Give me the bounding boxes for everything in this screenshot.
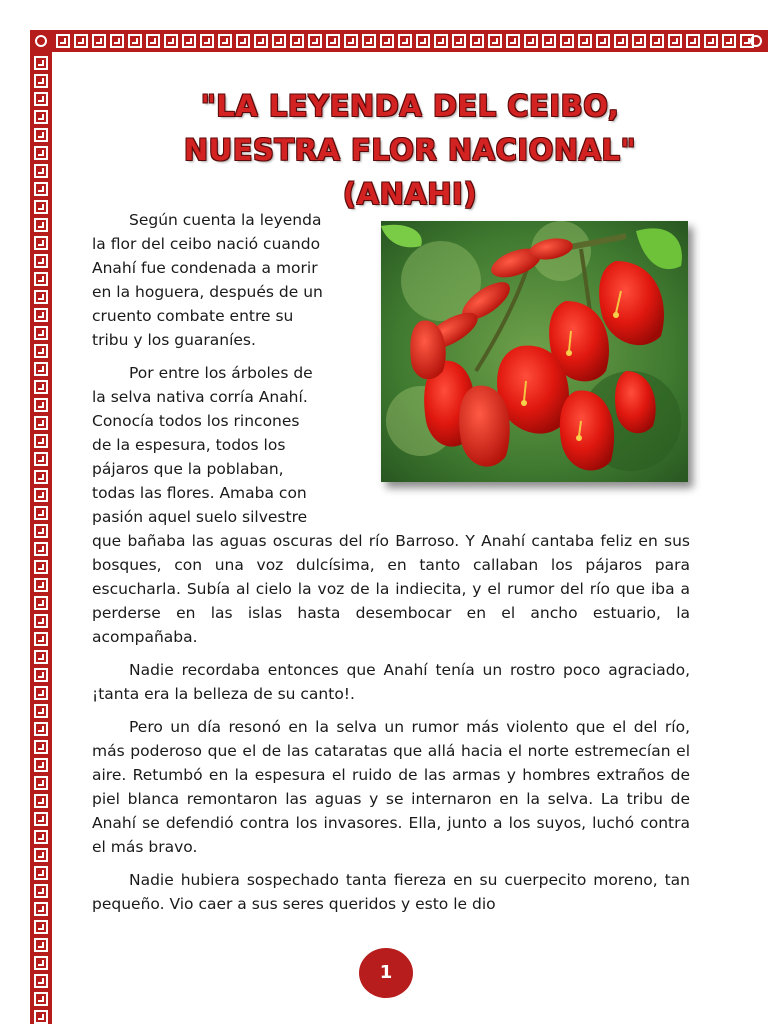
paragraph-2-intro: [92, 361, 354, 529]
greek-key-tile: [34, 218, 48, 232]
text-line: de la espesura, todos los: [92, 436, 286, 454]
greek-key-tile: [34, 452, 48, 466]
greek-key-tile: [34, 362, 48, 376]
greek-key-tile: [34, 398, 48, 412]
greek-key-tile: [34, 488, 48, 502]
greek-key-tile: [308, 34, 322, 48]
greek-key-tile: [34, 704, 48, 718]
story-body: [92, 208, 690, 925]
title-line-2: NUESTRA FLOR NACIONAL": [183, 133, 637, 167]
greek-key-tile: [380, 34, 394, 48]
text-line: la flor del ceibo nació cuando: [92, 235, 321, 253]
greek-key-tile: [34, 506, 48, 520]
text-line: Anahí fue condenada a morir: [92, 259, 318, 277]
greek-key-tile: [272, 34, 286, 48]
greek-key-tile: [92, 34, 106, 48]
greek-key-tile: [34, 614, 48, 628]
greek-key-tile: [254, 34, 268, 48]
greek-key-tile: [34, 164, 48, 178]
greek-key-tile: [416, 34, 430, 48]
text-line: todas las flores. Amaba con: [92, 484, 307, 502]
greek-key-tile: [110, 34, 124, 48]
title-line-1: "LA LEYENDA DEL CEIBO,: [200, 89, 620, 123]
greek-key-tile: [452, 34, 466, 48]
greek-key-tile: [146, 34, 160, 48]
greek-key-tile: [34, 128, 48, 142]
greek-key-tile: [578, 34, 592, 48]
greek-key-tile: [290, 34, 304, 48]
greek-key-tile: [34, 200, 48, 214]
greek-key-tile: [182, 34, 196, 48]
greek-key-tile: [34, 920, 48, 934]
paragraph-4: Pero un día resonó en la selva un rumor más violento que el del río, más poderoso que el de las cataratas que allá hacia el norte estremecían el aire. Retumbó en la espesura el ruido de las armas y hombres extraños de piel blanca remontaron las aguas y se internaron en la selva. La tribu de Anahí se defendió contra los invasores. Ella, junto a los suyos, luchó contra el más bravo.: [92, 718, 690, 856]
greek-key-tile: [34, 146, 48, 160]
greek-key-tile: [34, 326, 48, 340]
greek-key-tile: [34, 848, 48, 862]
greek-key-tile: [632, 34, 646, 48]
greek-key-tile: [34, 776, 48, 790]
greek-key-tile: [34, 344, 48, 358]
greek-key-tile: [34, 596, 48, 610]
greek-key-tile: [200, 34, 214, 48]
greek-key-tile: [344, 34, 358, 48]
text-line: pasión aquel suelo silvestre: [92, 508, 308, 526]
greek-key-border-top: [30, 30, 768, 52]
greek-key-tile: [326, 34, 340, 48]
greek-key-tile: [34, 560, 48, 574]
greek-key-tile: [128, 34, 142, 48]
greek-key-tile: [488, 34, 502, 48]
text-line: Conocía todos los rincones: [92, 412, 300, 430]
paragraph-5: Nadie hubiera sospechado tanta fiereza en su cuerpecito moreno, tan pequeño. Vio caer a sus seres queridos y esto le dio: [92, 871, 690, 913]
paragraph-3: Nadie recordaba entonces que Anahí tenía un rostro poco agraciado, ¡tanta era la belleza de su canto!.: [92, 661, 690, 703]
text-line: Por entre los árboles de: [129, 364, 313, 382]
greek-key-tile: [34, 74, 48, 88]
greek-key-tile: [34, 866, 48, 880]
greek-key-tile: [34, 524, 48, 538]
greek-key-tile: [34, 182, 48, 196]
text-line: pájaros que la poblaban,: [92, 460, 284, 478]
greek-key-tile: [34, 758, 48, 772]
greek-key-tile: [596, 34, 610, 48]
greek-key-tile: [542, 34, 556, 48]
text-line: Según cuenta la leyenda: [129, 211, 322, 229]
greek-key-tile: [34, 812, 48, 826]
greek-key-tile: [34, 308, 48, 322]
greek-key-tile: [34, 992, 48, 1006]
greek-key-tile: [34, 650, 48, 664]
greek-key-tile: [34, 380, 48, 394]
greek-key-tile: [524, 34, 538, 48]
page-number-badge: 1: [359, 948, 413, 998]
greek-key-tile: [362, 34, 376, 48]
border-corner-ornament: [750, 35, 762, 47]
greek-key-tile: [74, 34, 88, 48]
greek-key-tile: [164, 34, 178, 48]
text-line: la selva nativa corría Anahí.: [92, 388, 308, 406]
greek-key-tile: [34, 1010, 48, 1024]
greek-key-tile: [34, 272, 48, 286]
title-line-3: (ANAHI): [342, 177, 478, 211]
greek-key-tile: [34, 416, 48, 430]
greek-key-tile: [34, 722, 48, 736]
greek-key-tile: [34, 668, 48, 682]
greek-key-tile: [506, 34, 520, 48]
greek-key-tile: [704, 34, 718, 48]
greek-key-tile: [34, 686, 48, 700]
greek-key-tile: [34, 542, 48, 556]
greek-key-tile: [34, 290, 48, 304]
greek-key-tile: [34, 938, 48, 952]
greek-key-tile: [34, 110, 48, 124]
greek-key-tile: [650, 34, 664, 48]
greek-key-tile: [34, 740, 48, 754]
greek-key-tile: [34, 92, 48, 106]
greek-key-tile: [56, 34, 70, 48]
greek-key-border-left: [30, 30, 52, 1024]
greek-key-tile: [34, 434, 48, 448]
greek-key-tile: [34, 884, 48, 898]
greek-key-tile: [34, 956, 48, 970]
greek-key-tile: [34, 974, 48, 988]
greek-key-tile: [34, 902, 48, 916]
greek-key-tile: [398, 34, 412, 48]
greek-key-tile: [236, 34, 250, 48]
greek-key-tile: [34, 236, 48, 250]
greek-key-tile: [34, 470, 48, 484]
greek-key-tile: [34, 56, 48, 70]
text-line: en la hoguera, después de un: [92, 283, 323, 301]
page-title: [150, 84, 670, 216]
greek-key-tile: [560, 34, 574, 48]
greek-key-tile: [470, 34, 484, 48]
border-corner-ornament: [30, 30, 52, 52]
greek-key-tile: [34, 830, 48, 844]
greek-key-tile: [614, 34, 628, 48]
greek-key-tile: [668, 34, 682, 48]
text-line: tribu y los guaraníes.: [92, 331, 256, 349]
greek-key-tile: [34, 794, 48, 808]
greek-key-tile: [34, 632, 48, 646]
greek-key-tile: [434, 34, 448, 48]
text-line: cruento combate entre su: [92, 307, 294, 325]
paragraph-2-continued: que bañaba las aguas oscuras del río Barroso. Y Anahí cantaba feliz en sus bosques, con una voz dulcísima, en tanto callaban los pájaros para escucharla. Subía al cielo la voz de la indiecita, y el rumor del río que iba a perderse en las islas hasta desembocar en el ancho estuario, la acompañaba.: [92, 532, 690, 646]
greek-key-tile: [722, 34, 736, 48]
greek-key-tile: [218, 34, 232, 48]
paragraph-1: [92, 208, 354, 352]
greek-key-tile: [686, 34, 700, 48]
greek-key-tile: [34, 578, 48, 592]
greek-key-tile: [34, 254, 48, 268]
